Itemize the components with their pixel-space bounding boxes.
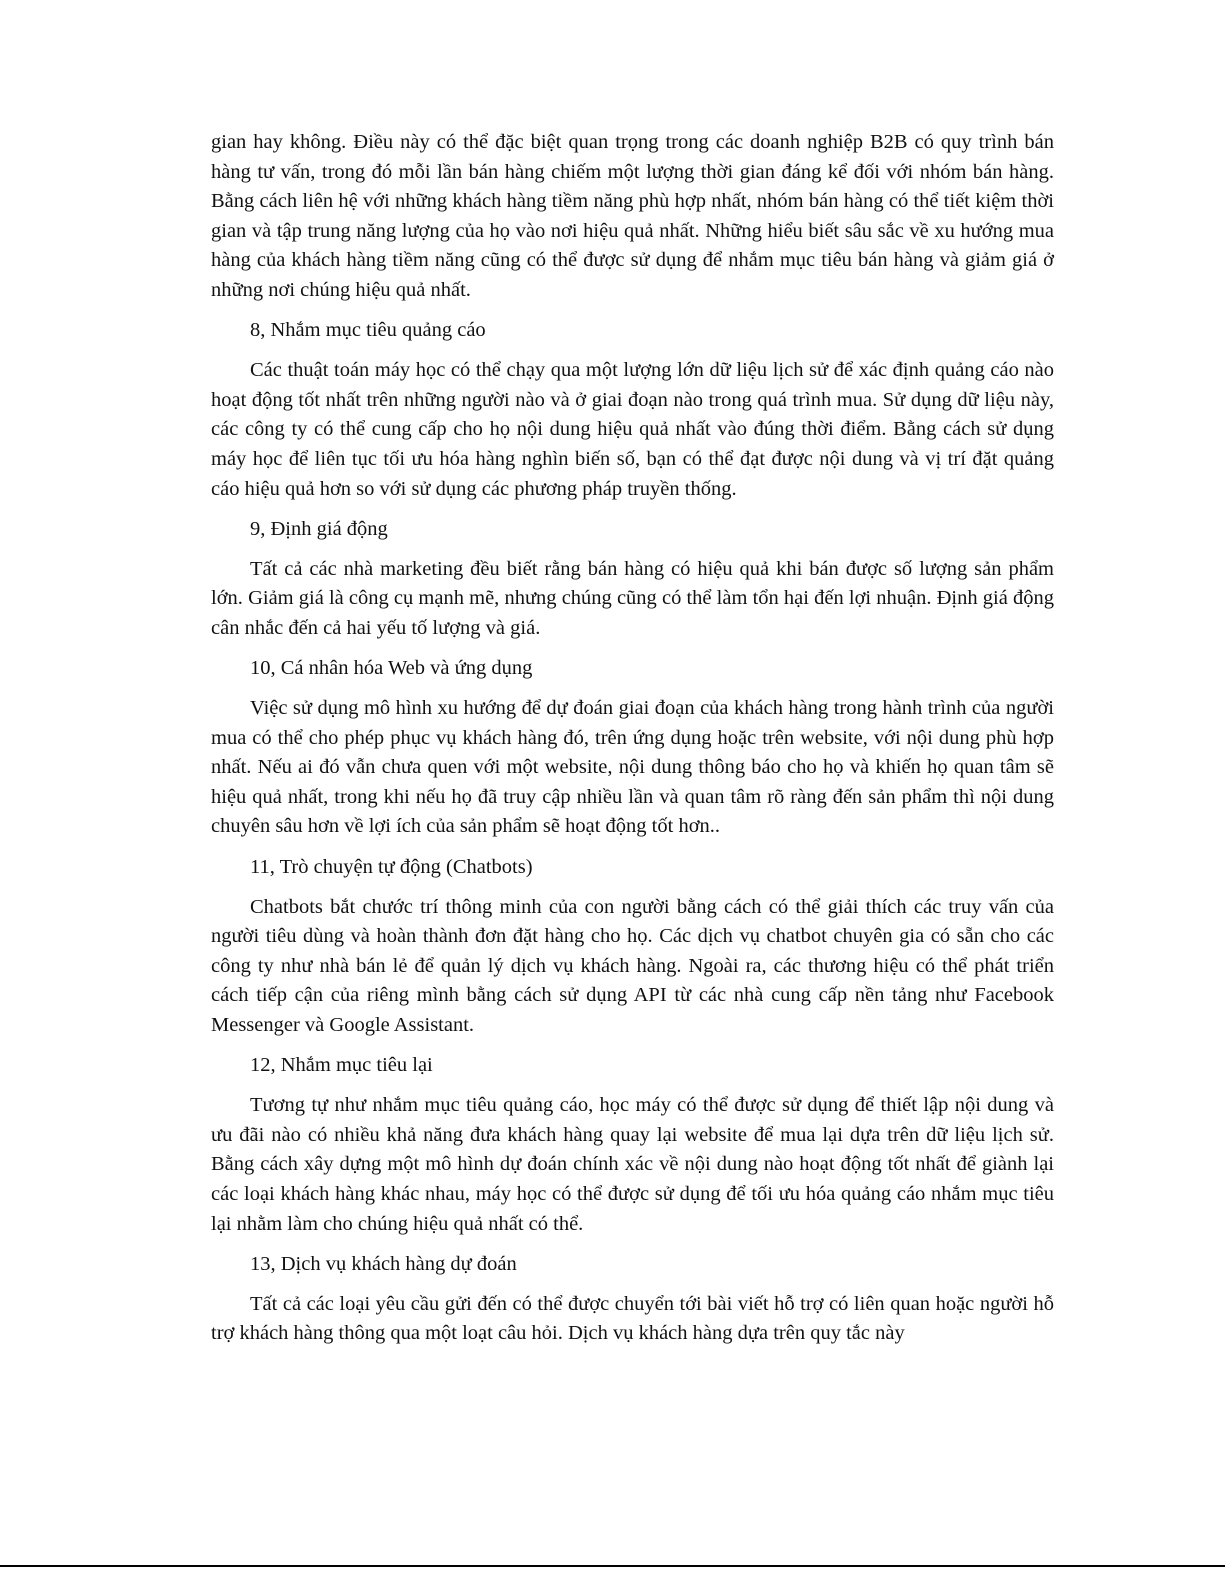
paragraph-lead-scoring-continued: gian hay không. Điều này có thể đặc biệt quan trọng trong các doanh nghiệp B2B có quy trình bán hàng tư vấn, trong đó mỗi lần bán hàng chiếm một lượng thời gian đáng kể đối với nhóm bán hàng. Bằng cách liên hệ với những khách hàng tiềm năng phù hợp nhất, nhóm bán hàng có thể tiết kiệm thời gian và tập trung năng lượng của họ vào nơi hiệu quả nhất. Những hiểu biết sâu sắc về xu hướng mua hàng của khách hàng tiềm năng cũng có thể được sử dụng để nhắm mục tiêu bán hàng và giảm giá ở những nơi chúng hiệu quả nhất. xyxy=(211,131,1054,301)
section-heading-12: 12, Nhắm mục tiêu lại xyxy=(250,1054,433,1077)
paragraph-retargeting: Tương tự như nhắm mục tiêu quảng cáo, học máy có thể được sử dụng để thiết lập nội dung và ưu đãi nào có nhiều khả năng đưa khách hàng quay lại website để mua lại dựa trên dữ liệu lịch sử. Bằng cách xây dựng một mô hình dự đoán chính xác về nội dung nào hoạt động tốt nhất để giành lại các loại khách hàng khác nhau, máy học có thể được sử dụng để tối ưu hóa quảng cáo nhắm mục tiêu lại nhằm làm cho chúng hiệu quả nhất có thể. xyxy=(211,1094,1054,1235)
paragraph-chatbots: Chatbots bắt chước trí thông minh của con người bằng cách có thể giải thích các truy vấn của người tiêu dùng và hoàn thành đơn đặt hàng cho họ. Các dịch vụ chatbot chuyên gia có sẵn cho các công ty như nhà bán lẻ để quản lý dịch vụ khách hàng. Ngoài ra, các thương hiệu có thể phát triển cách tiếp cận của riêng mình bằng cách sử dụng API từ các nhà cung cấp nền tảng như Facebook Messenger và Google Assistant. xyxy=(211,895,1054,1037)
paragraph-dynamic-pricing: Tất cả các nhà marketing đều biết rằng bán hàng có hiệu quả khi bán được số lượng sản phẩm lớn. Giảm giá là công cụ mạnh mẽ, nhưng chúng cũng có thể làm tổn hại đến lợi nhuận. Định giá động cân nhắc đến cả hai yếu tố lượng và giá. xyxy=(211,557,1054,639)
section-heading-8: 8, Nhắm mục tiêu quảng cáo xyxy=(250,319,486,342)
section-heading-13: 13, Dịch vụ khách hàng dự đoán xyxy=(250,1252,517,1275)
paragraph-ad-targeting: Các thuật toán máy học có thể chạy qua một lượng lớn dữ liệu lịch sử để xác định quảng cáo nào hoạt động tốt nhất trên những người nào và ở giai đoạn nào trong quá trình mua. Sử dụng dữ liệu này, các công ty có thể cung cấp cho họ nội dung hiệu quả nhất vào đúng thời điểm. Bằng cách sử dụng máy học để liên tục tối ưu hóa hàng nghìn biến số, bạn có thể đạt được nội dung và vị trí đặt quảng cáo hiệu quả hơn so với sử dụng các phương pháp truyền thống. xyxy=(211,359,1054,500)
section-heading-9: 9, Định giá động xyxy=(250,517,388,540)
paragraph-predictive-service: Tất cả các loại yêu cầu gửi đến có thể được chuyển tới bài viết hỗ trợ có liên quan hoặc người hỗ trợ khách hàng thông qua một loạt câu hỏi. Dịch vụ khách hàng dựa trên quy tắc này xyxy=(211,1292,1054,1345)
page-bottom-border xyxy=(0,1565,1225,1567)
section-heading-11: 11, Trò chuyện tự động (Chatbots) xyxy=(250,855,533,878)
document-body xyxy=(211,128,1054,1359)
section-heading-10: 10, Cá nhân hóa Web và ứng dụng xyxy=(250,657,533,679)
paragraph-web-personalization: Việc sử dụng mô hình xu hướng để dự đoán giai đoạn của khách hàng trong hành trình của người mua có thể cho phép phục vụ khách hàng đó, trên ứng dụng hoặc trên website, với nội dung phù hợp nhất. Nếu ai đó vẫn chưa quen với một website, nội dung thông báo cho họ và khiến họ quan tâm sẽ hiệu quả nhất, trong khi nếu họ đã truy cập nhiều lần và quan tâm rõ ràng đến sản phẩm thì nội dung chuyên sâu hơn về lợi ích của sản phẩm sẽ hoạt động tốt hơn.. xyxy=(211,697,1054,838)
